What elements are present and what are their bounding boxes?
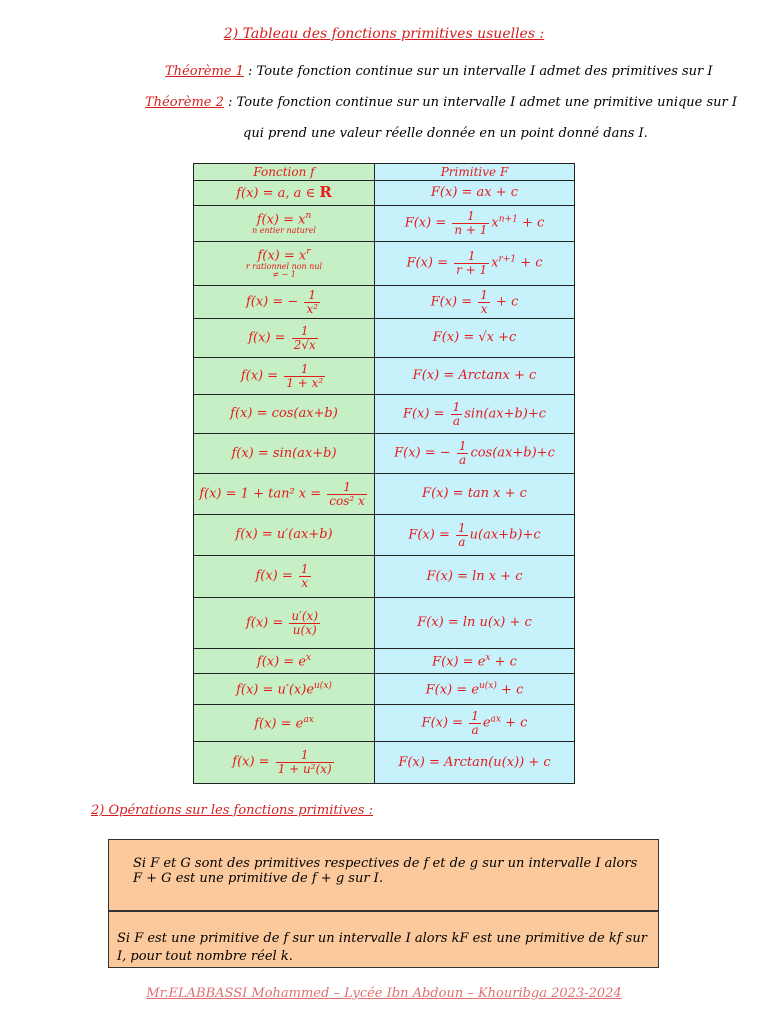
primitive-cell: F(x) = ax + c	[375, 181, 575, 206]
primitive-cell: F(x) = − $\frac{1}{a}$ cos(ax+b)+c	[375, 434, 575, 474]
primitive-cell: F(x) = ln u(x) + c	[375, 598, 575, 649]
header-primitive: Primitive F	[375, 164, 575, 181]
primitive-cell: F(x) = $\frac{1}{n + 1}$ $x^{n+1} + c$	[375, 206, 575, 242]
table-row	[194, 319, 575, 358]
function-cell: f(x) = $\frac{1}{2√x}$	[194, 319, 375, 358]
sum-rule-box: Si F et G sont des primitives respectives de f et de g sur un intervalle I alors F + G est une primitive de f + g sur I.	[108, 839, 659, 911]
function-cell: f(x) = $\frac{1}{x}$	[194, 556, 375, 598]
primitive-cell: F(x) = tan x + c	[375, 474, 575, 515]
table-row	[194, 474, 575, 515]
table-row	[194, 206, 575, 242]
primitive-cell: F(x) = $\frac{1}{r + 1}$ $x^{r+1} + c$	[375, 242, 575, 286]
table-row	[194, 358, 575, 395]
primitive-cell: F(x) = $\frac{1}{a}$ sin(ax+b)+c	[375, 395, 575, 434]
table-row	[194, 742, 575, 784]
table-row	[194, 515, 575, 556]
footer-author: Mr.ELABBASSI Mohammed – Lycée Ibn Abdoun – Khouribga 2023-2024	[146, 986, 622, 1001]
table-row	[194, 674, 575, 705]
function-cell: f(x) = a, a ∈ R	[194, 181, 375, 206]
table-row	[194, 598, 575, 649]
table-row	[194, 556, 575, 598]
primitive-cell: F(x) = Arctanx + c	[375, 358, 575, 395]
note-r1: r rationnel non nul	[245, 261, 323, 271]
primitive-cell: F(x) = $\frac{1}{x}$ + c	[375, 286, 575, 319]
theorem-1-label: Théorème 1	[165, 64, 244, 79]
primitive-cell: F(x) = ln x + c	[375, 556, 575, 598]
function-cell: $f(x) = u'(x)e^{u(x)}$	[194, 674, 375, 705]
primitive-cell: F(x) = Arctan(u(x)) + c	[375, 742, 575, 784]
primitive-cell: $F(x) = e^{u(x)} + c$	[375, 674, 575, 705]
function-cell: f(x) = $\frac{u'(x)}{u(x)}$	[194, 598, 375, 649]
theorem-2	[145, 95, 737, 110]
function-cell: f(x) = 1 + tan² x = $\frac{1}{\text{cos² x}}$	[194, 474, 375, 515]
function-cell: f(x) = cos(ax+b)	[194, 395, 375, 434]
function-cell: f(x) = $\frac{1}{\text{1 + x²}}$	[194, 358, 375, 395]
function-cell: $f(x) = e^x$	[194, 649, 375, 674]
theorem-2-continuation: qui prend une valeur réelle donnée en un point donné dans I.	[243, 126, 648, 141]
table-row	[194, 705, 575, 742]
function-cell: $f(x) = e^{ax}$	[194, 705, 375, 742]
page-title: 2) Tableau des fonctions primitives usuelles :	[223, 26, 545, 42]
table-header	[194, 164, 575, 181]
table-row	[194, 286, 575, 319]
scalar-rule-box: Si F est une primitive de f sur un intervalle I alors kF est une primitive de kf sur I, pour tout nombre réel k.	[108, 911, 659, 968]
table-row	[194, 434, 575, 474]
primitive-cell: F(x) = $\frac{1}{a}$ $e^{ax} + c$	[375, 705, 575, 742]
table-row	[194, 242, 575, 286]
note-n: n entier naturel	[252, 225, 316, 235]
theorem-1-text: : Toute fonction continue sur un intervalle I admet des primitives sur I	[243, 64, 713, 79]
function-cell: f(x) = − $\frac{1}{\text{x²}}$	[194, 286, 375, 319]
note-r2: ≠ − 1	[272, 269, 296, 279]
table-row	[194, 181, 575, 206]
function-cell: $f(x) = x^n$ n entier naturel	[194, 206, 375, 242]
table-row	[194, 395, 575, 434]
function-cell: f(x) = sin(ax+b)	[194, 434, 375, 474]
theorem-2-label: Théorème 2	[145, 95, 224, 110]
section-2-title: 2) Opérations sur les fonctions primitives :	[91, 803, 374, 818]
primitive-cell: F(x) = $\frac{1}{a}$ u(ax+b)+c	[375, 515, 575, 556]
header-fonction: Fonction f	[194, 164, 375, 181]
theorem-1	[165, 64, 713, 79]
primitives-table	[193, 163, 575, 784]
function-cell: f(x) = $\frac{1}{\text{1 + u²(x)}}$	[194, 742, 375, 784]
primitive-cell: F(x) = √x +c	[375, 319, 575, 358]
theorem-2-text: : Toute fonction continue sur un intervalle I admet une primitive unique sur I	[223, 95, 738, 110]
function-cell: f(x) = u′(ax+b)	[194, 515, 375, 556]
table-row	[194, 649, 575, 674]
primitive-cell: $F(x) = e^x + c$	[375, 649, 575, 674]
function-cell: $f(x) = x^r$ r rationnel non nul ≠ − 1	[194, 242, 375, 286]
